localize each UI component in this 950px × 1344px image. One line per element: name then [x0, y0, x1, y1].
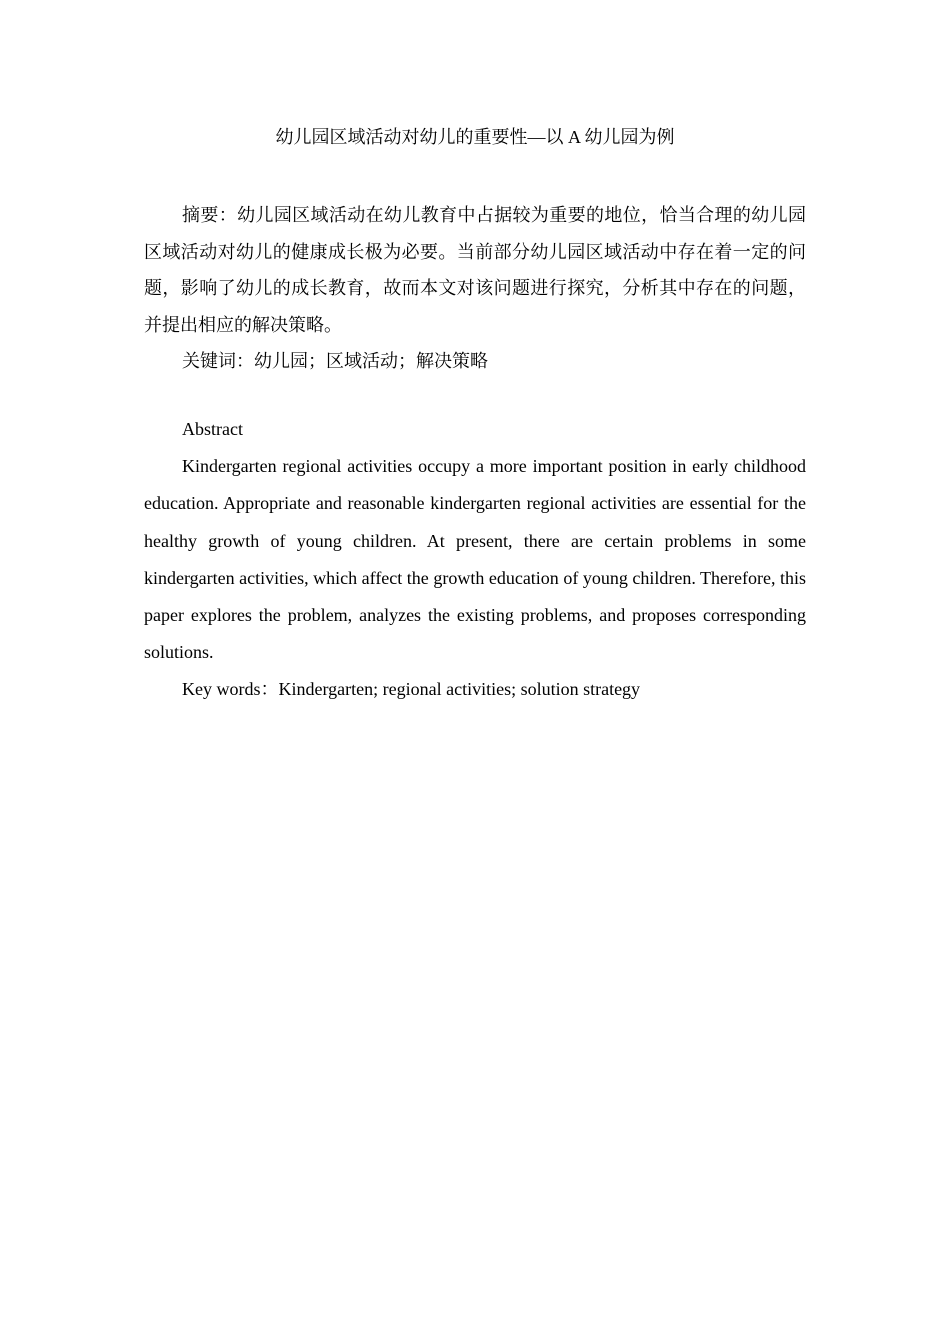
english-abstract-text: Kindergarten regional activities occupy a more important position in early childhood education. Appropriate and reasonable kindergarten regional activities are essential for the healthy growth of young children. At present, there are certain problems in some kindergarten activities, which affect the growth education of young children. Therefore, this paper explores the problem, analyzes the existing problems, and proposes corresponding solutions.	[144, 456, 806, 663]
english-keywords: Key words：Kindergarten; regional activities; solution strategy	[182, 679, 641, 700]
english-abstract	[144, 411, 806, 709]
english-abstract-heading: Abstract	[182, 419, 243, 439]
chinese-abstract	[144, 197, 806, 380]
chinese-abstract-text: 摘要：幼儿园区域活动在幼儿教育中占据较为重要的地位，恰当合理的幼儿园区域活动对幼儿的健康成长极为必要。当前部分幼儿园区域活动中存在着一定的问题，影响了幼儿的成长教育，故而本文对该问题进行探究，分析其中存在的问题，并提出相应的解决策略。	[144, 205, 806, 335]
page-title: 幼儿园区域活动对幼儿的重要性—以 A 幼儿园为例	[275, 127, 675, 147]
chinese-keywords: 关键词：幼儿园；区域活动；解决策略	[182, 351, 488, 371]
